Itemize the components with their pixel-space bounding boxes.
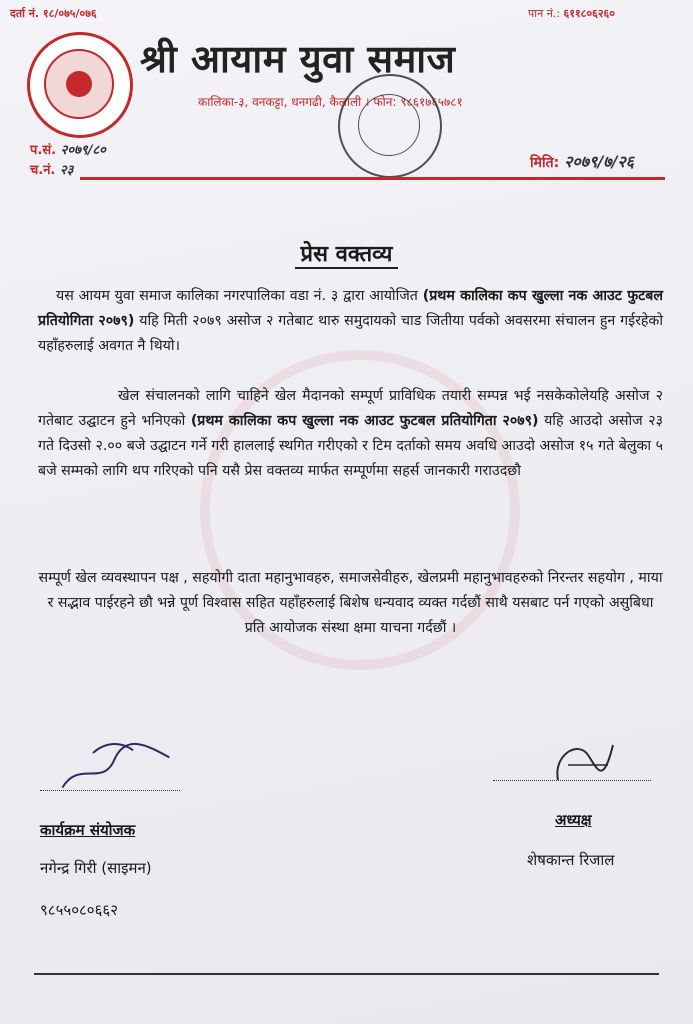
chairperson-name: शेषकान्त रिजाल [527,851,615,869]
left-signature-mark [51,727,178,805]
round-stamp [338,74,442,178]
organization-seal [27,32,133,138]
date-value: २०७९/७/२६ [564,152,635,171]
seal-emblem [66,71,92,97]
right-signature-mark [548,735,618,794]
chairperson-title: अध्यक्ष [555,811,592,829]
paragraph-3: सम्पूर्ण खेल व्यवस्थापन पक्ष , सहयोगी दाता महानुभावहरु, समाजसेवीहरु, खेलप्रमी महानुभावहरुको निरन्तर सहयोग , माया र सद्भाव पाईरहने छौ भन्ने पूर्ण विश्वास सहित यहाँहरुलाई बिशेष धन्यवाद व्यक्त गर्दछौं साथै यसबाट पर्न गएको असुबिधा प्रति आयोजक संस्था क्षमा याचना गर्दछौं । [38,570,663,636]
heading-text: प्रेस वक्तव्य [295,242,399,269]
footer-divider [34,973,659,975]
paragraph-2 [38,384,663,484]
dispatch-value: २३ [59,163,74,178]
p2-event-title: (प्रथम कालिका कप खुल्ला नक आउट फुटबल प्रतियोगिता २०७९) [190,413,539,429]
pan-number-block [528,6,615,21]
p1-event-title: (प्रथम कालिका कप खुल्ला नक आउट फुटबल प्रतियोगिता २०७९) [38,288,664,329]
document-heading [0,238,693,268]
stamp-inner-ring [358,94,420,156]
left-signature-line [40,790,180,791]
paragraph-1 [38,284,663,359]
letterhead-divider [80,177,665,180]
organization-address: कालिका-३, वनकट्टा, धनगढी, कैलाली । फोन: ९८६१७६५७८१ [198,95,463,109]
p2-text-c: यहि आउदो असोज २३ गते दिउसो २.०० बजे उद्घाटन गर्ने गरी हाललाई स्थगित गरीएको र टिम दर्ताको समय अवधि आउदो असोज १५ गते बेलुका ५ बजे सम्मको लागि थप गरिएको पनि यसै प्रेस वक्तव्य मार्फत सम्पूर्णमा सहर्स जानकारी गराउदछौ [38,413,663,479]
p1-text-c: यहि मिती २०७९ असोज २ गतेबाट थारु समुदायको चाड जितीया पर्वको अवसरमा संचालन हुन गईरहेको यहाँहरुलाई अवगत नै थियो। [38,313,663,354]
seal-inner-ring [44,49,114,119]
pan-label: पान नं.: [528,7,561,20]
coordinator-phone: ९८५५०८०६६२ [40,901,119,919]
ref-label: प.सं. [30,143,57,158]
p1-text-a: यस आयम युवा समाज कालिका नगरपालिका वडा नं. ३ द्वारा आयोजित [56,288,423,304]
right-signature-line [493,780,651,781]
ref-value: २०७९/८० [60,143,106,158]
dispatch-number [30,160,73,178]
date-field [530,150,634,172]
pan-value: ६११८०६२६० [563,7,615,20]
registration-number: दर्ता नं. १८/०७५/०७६ [10,7,97,20]
reference-number [30,140,106,158]
dispatch-label: च.नं. [30,163,56,178]
p2-text-a: खेल संचालनको लागि चाहिने खेल मैदानको सम्पूर्ण प्राविधिक तयारी सम्पन्न भई नसकेकोलेयहि असोज २ गतेबाट उद्घाटन हुने भनिएको [38,388,663,429]
coordinator-name: नगेन्द्र गिरी (साइमन) [40,859,152,877]
organization-name: श्री आयाम युवा समाज [140,37,456,81]
coordinator-title: कार्यक्रम संयोजक [40,821,136,839]
date-label: मिति: [530,155,560,171]
